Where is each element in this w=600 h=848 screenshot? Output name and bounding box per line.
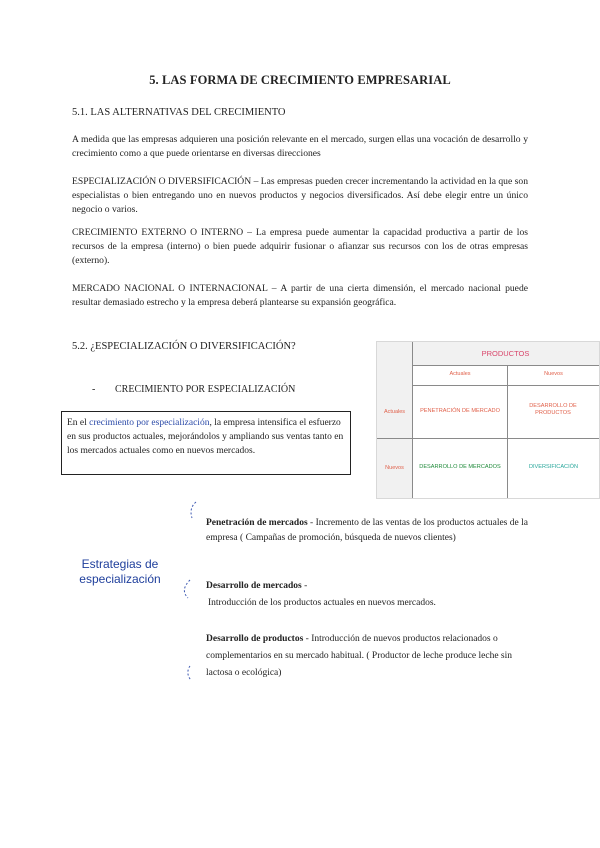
section-1-heading: 5.1. LAS ALTERNATIVAS DEL CRECIMIENTO bbox=[72, 107, 286, 118]
paragraph-mercado: MERCADO NACIONAL O INTERNACIONAL – A partir de una cierta dimensión, el mercado nacional puede resultar demasiado estrecho y la empresa deberá plantearse su expansión geográfica. bbox=[72, 283, 528, 308]
matrix-row-nuevos: Nuevos bbox=[385, 465, 404, 471]
matrix-cell-diversificacion: DIVERSIFICACIÓN bbox=[528, 464, 579, 470]
strategy-desarrollo-mercados: Desarrollo de mercados - bbox=[206, 581, 308, 591]
page-title: 5. LAS FORMA DE CRECIMIENTO EMPRESARIAL bbox=[149, 73, 451, 87]
matrix-shade-left bbox=[377, 342, 412, 498]
paragraph-especializacion: ESPECIALIZACIÓN O DIVERSIFICACIÓN – Las empresas pueden crecer incrementando la actividad en la que son especialistas o bien entregando uno en nuevos productos y negocios diversificados. Así debe elegir entre un único negocio o varios. bbox=[72, 176, 528, 215]
paragraph-crecimiento: CRECIMIENTO EXTERNO O INTERNO – La empresa puede aumentar la capacidad productiva a partir de los recursos de la empresa (interno) o bien puede adquirir fusionar o afianzar sus recursos con los de otras empresas (externo). bbox=[72, 227, 528, 266]
bullet-title: CRECIMIENTO POR ESPECIALIZACIÓN bbox=[115, 384, 296, 395]
paragraph-intro: A medida que las empresas adquieren una posición relevante en el mercado, surgen ellas una vocación de desarrollo y crecimiento como a que puede orientarse en diversas direcciones bbox=[72, 134, 528, 159]
section-2-heading: 5.2. ¿ESPECIALIZACIÓN O DIVERSIFICACIÓN? bbox=[72, 341, 296, 352]
definition-pre: En el bbox=[67, 418, 90, 428]
strategy-penetracion: Penetración de mercados - Incremento de las ventas de los productos actuales de la empresa ( Campañas de promoción, búsqueda de nuevos clientes) bbox=[206, 518, 528, 543]
matrix-header: PRODUCTOS bbox=[481, 349, 530, 358]
strategy-mercados-name: Desarrollo de mercados bbox=[206, 581, 302, 591]
definition-link[interactable]: crecimiento por especialización bbox=[89, 418, 210, 428]
matrix-hline-top bbox=[412, 365, 599, 366]
matrix-cell-penetracion: PENETRACIÓN DE MERCADO bbox=[420, 408, 500, 414]
matrix-hline-mid bbox=[377, 438, 599, 439]
strategy-productos-name: Desarrollo de productos bbox=[206, 634, 304, 644]
matrix-col-actuales: Actuales bbox=[449, 371, 471, 377]
matrix-hline-header bbox=[412, 385, 599, 386]
brace-icon bbox=[178, 500, 202, 685]
strategy-mercados-text: Introducción de los productos actuales en nuevos mercados. bbox=[208, 598, 436, 608]
matrix-row-actuales: Actuales bbox=[383, 409, 406, 415]
definition-post: , la empresa intensifica el esfuerzo en sus productos actuales, mejorándolos y ampliando sus ventas tanto en los mercados actuales como en nuevos mercados. bbox=[67, 418, 344, 456]
strategy-penetracion-name: Penetración de mercados bbox=[206, 518, 308, 528]
ansoff-matrix bbox=[376, 341, 600, 499]
definition-box bbox=[61, 411, 351, 475]
matrix-cell-desarrollo-productos: DESARROLLO DE PRODUCTOS bbox=[529, 403, 577, 416]
bullet-dash: - bbox=[92, 384, 96, 395]
strategy-penetracion-text: Incremento de las ventas de los productos actuales de la empresa ( Campañas de promoción, búsqueda de nuevos clientes) bbox=[206, 518, 528, 543]
matrix-cell-desarrollo-mercados: DESARROLLO DE MERCADOS bbox=[419, 464, 501, 470]
matrix-col-nuevos: Nuevos bbox=[544, 371, 563, 377]
strategy-productos-text: Introducción de nuevos productos relacionados o complementarios en su mercado habitual. ( Productor de leche produce leche sin lactosa o ecológica) bbox=[206, 634, 512, 678]
strategy-desarrollo-productos: Desarrollo de productos - Introducción de nuevos productos relacionados o complementarios en su mercado habitual. ( Productor de leche produce leche sin lactosa o ecológica) bbox=[206, 634, 512, 678]
strategies-label: Estrategias de especialización bbox=[79, 557, 161, 586]
